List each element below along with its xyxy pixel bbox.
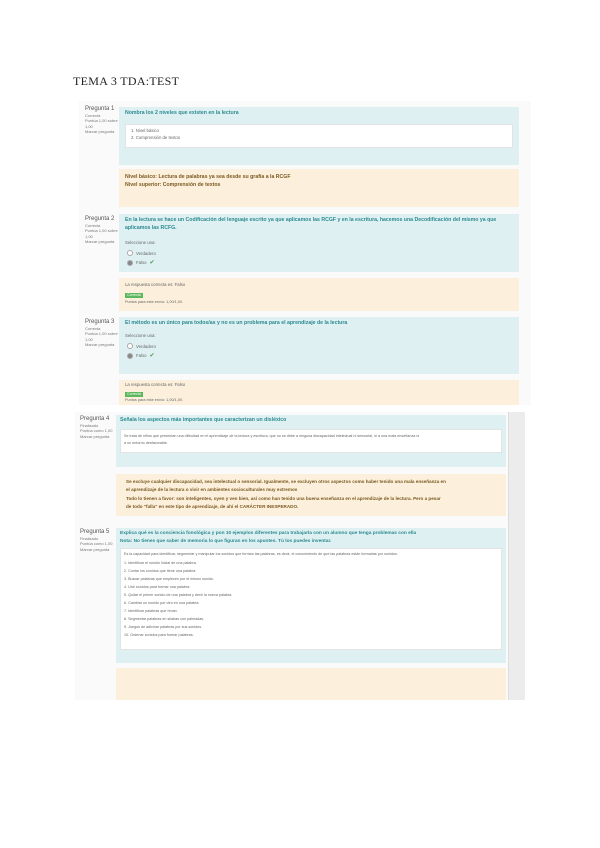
question-box-4	[116, 415, 506, 467]
radio-icon[interactable]	[127, 260, 133, 266]
question-number: Pregunta 3	[85, 319, 115, 325]
option-false[interactable]	[127, 259, 155, 266]
flag-question-link[interactable]: Marcar pregunta	[85, 342, 115, 347]
question-number: Pregunta 1	[85, 106, 115, 112]
checkmark-icon: ✔	[149, 353, 155, 359]
answer-line: 9. Juegos de adivinar palabras por sus sonidos.	[124, 625, 203, 629]
question-prompt: Explica qué es la conciencia fonológica y pon 10 ejemplos diferentes para trabajarla con un alumno que tenga problemas con ella	[120, 531, 417, 536]
answer-line: 10. Ordenar sonidos para formar palabras.	[124, 633, 194, 637]
question-prompt: Señala los aspectos más importantes que caracterizan un disléxico	[120, 417, 287, 423]
question-box-2	[119, 214, 519, 272]
feedback-box-4	[116, 474, 506, 516]
feedback-box-3	[119, 380, 519, 405]
question-grade: Puntúa 1,00 sobre 1,00	[85, 331, 118, 342]
question-box-5	[116, 528, 506, 663]
question-grade: Puntúa 1,00 sobre 1,00	[85, 228, 118, 239]
answer-line: a un entorno desfavorable.	[124, 441, 168, 445]
question-note: Nota: No tienes que saber de memoria lo que figuran en los apuntes. Tú los puedes inventar.	[120, 539, 332, 544]
option-false[interactable]	[127, 352, 155, 359]
feedback-line: Nivel básico: Lectura de palabras ya sea desde su grafía a la RCGF	[125, 174, 291, 180]
feedback-title: La respuesta correcta es: Falso	[125, 282, 186, 287]
feedback-line: Nivel superior: Comprensión de textos	[125, 182, 221, 188]
select-label: Seleccione una:	[125, 240, 156, 245]
feedback-box-5	[116, 668, 506, 700]
question-state: Correcta	[85, 325, 101, 331]
question-state: Finalizado	[80, 535, 99, 541]
feedback-line: el aprendizaje de la lectura o vivir en ambientes socioculturales muy extremos	[126, 487, 298, 492]
question-grade: Puntúa 1,00 sobre 1,00	[85, 118, 118, 129]
option-label: Verdadero	[136, 250, 156, 256]
answer-line: 8. Segmentar palabras en sílabas con palmadas.	[124, 617, 205, 621]
answer-line: Se trata de niños que presentan una dificultad en el aprendizaje de la lectura y escritura, que no se debe a ninguna discapacidad intelectual ni sensorial, ni a una mala enseñanza ni	[124, 434, 420, 438]
question-grade: Puntúa como 1,00	[80, 428, 113, 433]
question-info-5	[80, 530, 116, 552]
screenshot-questions-1-3	[79, 101, 531, 405]
question-prompt: El método es un único para todos/as y no es un problema para el aprendizaje de la lectura	[125, 320, 348, 326]
option-label: Verdadero	[136, 343, 156, 349]
flag-question-link[interactable]: Marcar pregunta	[80, 546, 110, 552]
answer-line: 1. Identificar el sonido inicial de una palabra.	[124, 561, 197, 565]
question-prompt: En la lectura se hace un Codificación del lenguaje escrito ya que aplicamos las RCGF y en la escritura, hacemos una Decodificación del mismo ya que aplicamos las RCFG.	[125, 217, 497, 231]
scrollbar[interactable]	[508, 412, 525, 700]
feedback-title: La respuesta correcta es: Falso	[125, 382, 186, 387]
checkmark-icon: ✔	[149, 260, 155, 266]
screenshot-questions-4-5	[75, 412, 524, 700]
answer-line: 5. Quitar el primer sonido de una palabra y decir la nueva palabra.	[124, 593, 233, 597]
option-label: Falso	[136, 353, 147, 358]
feedback-line: Se excluye cualquier discapacidad, sea intelectual o sensorial. Igualmente, se excluyen otros aspectos como haber tenido una mala enseñanza en	[126, 479, 446, 484]
question-info-2	[85, 217, 119, 245]
question-prompt: Nombra los 2 niveles que existen en la lectura	[125, 110, 239, 116]
radio-icon[interactable]	[127, 353, 133, 359]
score-note: Puntos para este envío: 1,00/1,00.	[125, 398, 184, 402]
document-title: TEMA 3 TDA:TEST	[73, 74, 180, 88]
flag-question-link[interactable]: Marcar pregunta	[85, 129, 115, 134]
question-info-4	[80, 417, 116, 439]
radio-icon[interactable]	[127, 250, 133, 256]
answer-line: 4. Unir sonidos para formar una palabra.	[124, 585, 191, 589]
question-number: Pregunta 5	[80, 529, 110, 535]
flag-question-link[interactable]: Marcar pregunta	[80, 433, 110, 439]
feedback-line: de todo "falla" en este tipo de aprendizaje, de ahí el CARÁCTER INESPERADO.	[126, 504, 299, 509]
answer-intro: Es la capacidad para identificar, segmentar y manipular los sonidos que forman las palabras, es decir, el conocimiento de que las palabras están formadas por sonidos.	[124, 552, 398, 556]
flag-question-link[interactable]: Marcar pregunta	[85, 239, 115, 244]
answer-line: 1. Nivel básico	[131, 128, 159, 133]
score-note: Puntos para este envío: 1,00/1,00.	[125, 300, 184, 304]
question-number: Pregunta 4	[80, 416, 110, 422]
question-state: Correcta	[85, 222, 101, 228]
question-state: Correcta	[85, 112, 101, 118]
option-label: Falso	[136, 260, 147, 265]
question-grade: Puntúa como 1,00	[80, 541, 113, 546]
radio-icon[interactable]	[127, 343, 133, 349]
answer-line: 3. Buscar palabras que empiecen por el mismo sonido.	[124, 577, 214, 581]
option-true[interactable]	[127, 343, 156, 349]
option-true[interactable]	[127, 250, 156, 256]
answer-line: 6. Cambiar un sonido por otro en una palabra.	[124, 601, 200, 605]
feedback-box-1	[119, 169, 519, 207]
answer-textarea[interactable]	[125, 124, 513, 148]
status-badge: Correcta	[127, 293, 141, 297]
question-number: Pregunta 2	[85, 216, 115, 222]
feedback-line: Todo lo tienen a favor: son inteligentes, oyen y ven bien, así como han tenido una buena enseñanza en el aprendizaje de la lectura. Pero a pesar	[126, 496, 441, 501]
question-box-3	[119, 317, 519, 374]
question-info-1	[85, 107, 119, 135]
question-state: Finalizado	[80, 422, 99, 428]
question-box-1	[119, 107, 519, 165]
answer-line: 2. Comprensión de textos	[131, 135, 180, 140]
answer-line: 2. Contar los sonidos que tiene una palabra.	[124, 569, 197, 573]
answer-textarea[interactable]	[120, 429, 502, 453]
status-badge: Correcta	[127, 392, 141, 396]
answer-textarea[interactable]	[120, 548, 502, 650]
feedback-box-2	[119, 278, 519, 311]
answer-line: 7. Identificar palabras que riman.	[124, 609, 178, 613]
question-info-3	[85, 320, 119, 348]
select-label: Seleccione una:	[125, 333, 156, 338]
